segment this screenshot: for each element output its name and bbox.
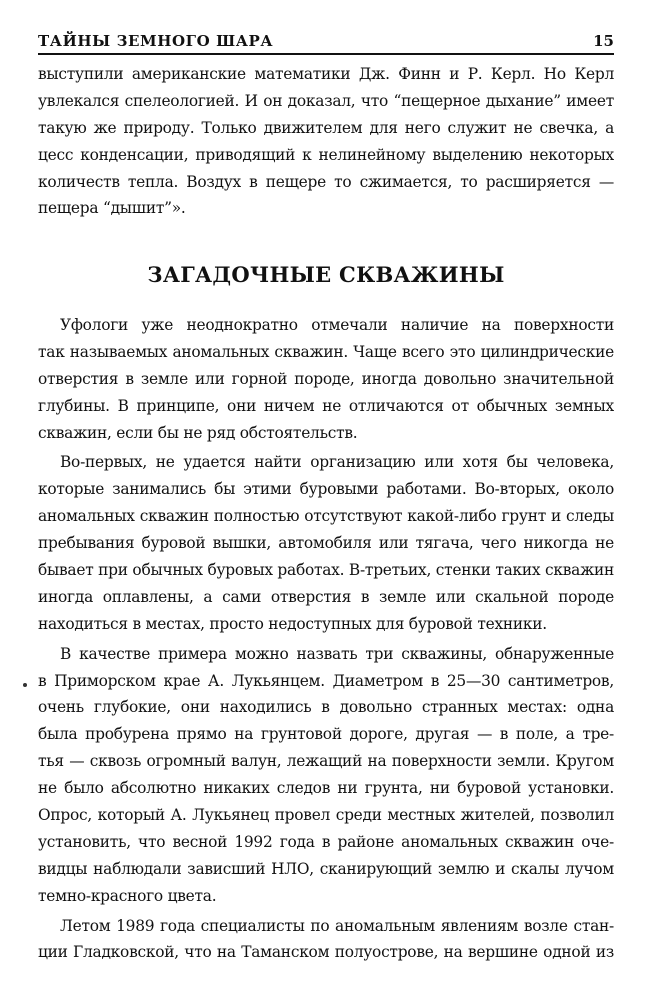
margin-dot xyxy=(23,683,27,687)
page-header xyxy=(38,22,614,55)
text-line: пещера “дышит”». xyxy=(38,199,186,218)
text-line: видцы наблюдали зависший НЛО, сканирующий землю и скалы лучом xyxy=(38,859,614,878)
paragraph xyxy=(38,312,614,446)
text-line: иногда оплавлены, а сами отверстия в земле или скальной породе xyxy=(38,587,614,606)
text-line: тья — сквозь огромный валун, лежащий на поверхности земли. Кругом xyxy=(38,752,614,771)
text-line: бывает при обычных буровых работах. В-третьих, стенки таких скважин xyxy=(38,561,614,580)
text-line: скважин, если бы не ряд обстоятельств. xyxy=(38,423,358,442)
text-line: которые занимались бы этими буровыми работами. Во-вторых, около xyxy=(38,480,614,499)
text-line: пребывания буровой вышки, автомобиля или тягача, чего никогда не xyxy=(38,534,614,553)
text-line: увлекался спелеологией. И он доказал, что “пещерное дыхание” имеет xyxy=(38,91,614,110)
text-line: аномальных скважин полностью отсутствуют какой-либо грунт и следы xyxy=(38,507,614,526)
text-line: ции Гладковской, что на Таманском полуострове, на вершине одной из xyxy=(38,943,614,962)
text-line: Опрос, который А. Лукьянец провел среди местных жителей, позволил xyxy=(38,806,614,825)
text-line: глубины. В принципе, они ничем не отличаются от обычных земных xyxy=(38,396,614,415)
text-line: была пробурена прямо на грунтовой дороге, другая — в поле, а тре- xyxy=(38,725,614,744)
text-line: так называемых аномальных скважин. Чаще всего это цилиндрические xyxy=(38,342,614,361)
text-line: такую же природу. Только движителем для него служит не свечка, а xyxy=(38,118,614,137)
text-line: не было абсолютно никаких следов ни грунта, ни буровой установки. xyxy=(38,779,614,798)
text-line: в Приморском крае А. Лукьянцем. Диаметром в 25—30 сантиметров, xyxy=(38,671,614,690)
text-line: отверстия в земле или горной породе, иногда довольно значительной xyxy=(38,369,614,388)
running-title: ТАЙНЫ ЗЕМНОГО ШАРА xyxy=(38,32,274,50)
text-line: В качестве примера можно назвать три скважины, обнаруженные xyxy=(60,644,614,663)
page-number: 15 xyxy=(593,32,614,50)
text-line: цесс конденсации, приводящий к нелинейному выделению некоторых xyxy=(38,145,614,164)
text-line: Летом 1989 года специалисты по аномальным явлениям возле стан- xyxy=(60,916,614,935)
text-line: находиться в местах, просто недоступных для буровой техники. xyxy=(38,614,547,633)
section-heading: ЗАГАДОЧНЫЕ СКВАЖИНЫ xyxy=(147,262,505,287)
section-body xyxy=(38,312,614,966)
text-line: темно-красного цвета. xyxy=(38,886,217,905)
text-line: очень глубокие, они находились в довольно странных местах: одна xyxy=(38,698,614,717)
intro-paragraph xyxy=(38,61,614,222)
text-line: Уфологи уже неоднократно отмечали наличие на поверхности xyxy=(60,316,614,334)
text-line: выступили американские математики Дж. Финн и Р. Керл. Но Керл xyxy=(38,65,614,83)
text-line: количеств тепла. Воздух в пещере то сжимается, то расширяется — xyxy=(38,172,614,191)
text-line: Во-первых, не удается найти организацию или хотя бы человека, xyxy=(60,453,614,472)
paragraph xyxy=(38,641,614,910)
paragraph xyxy=(38,449,614,637)
paragraph xyxy=(38,913,614,967)
text-line: установить, что весной 1992 года в районе аномальных скважин оче- xyxy=(38,832,614,851)
